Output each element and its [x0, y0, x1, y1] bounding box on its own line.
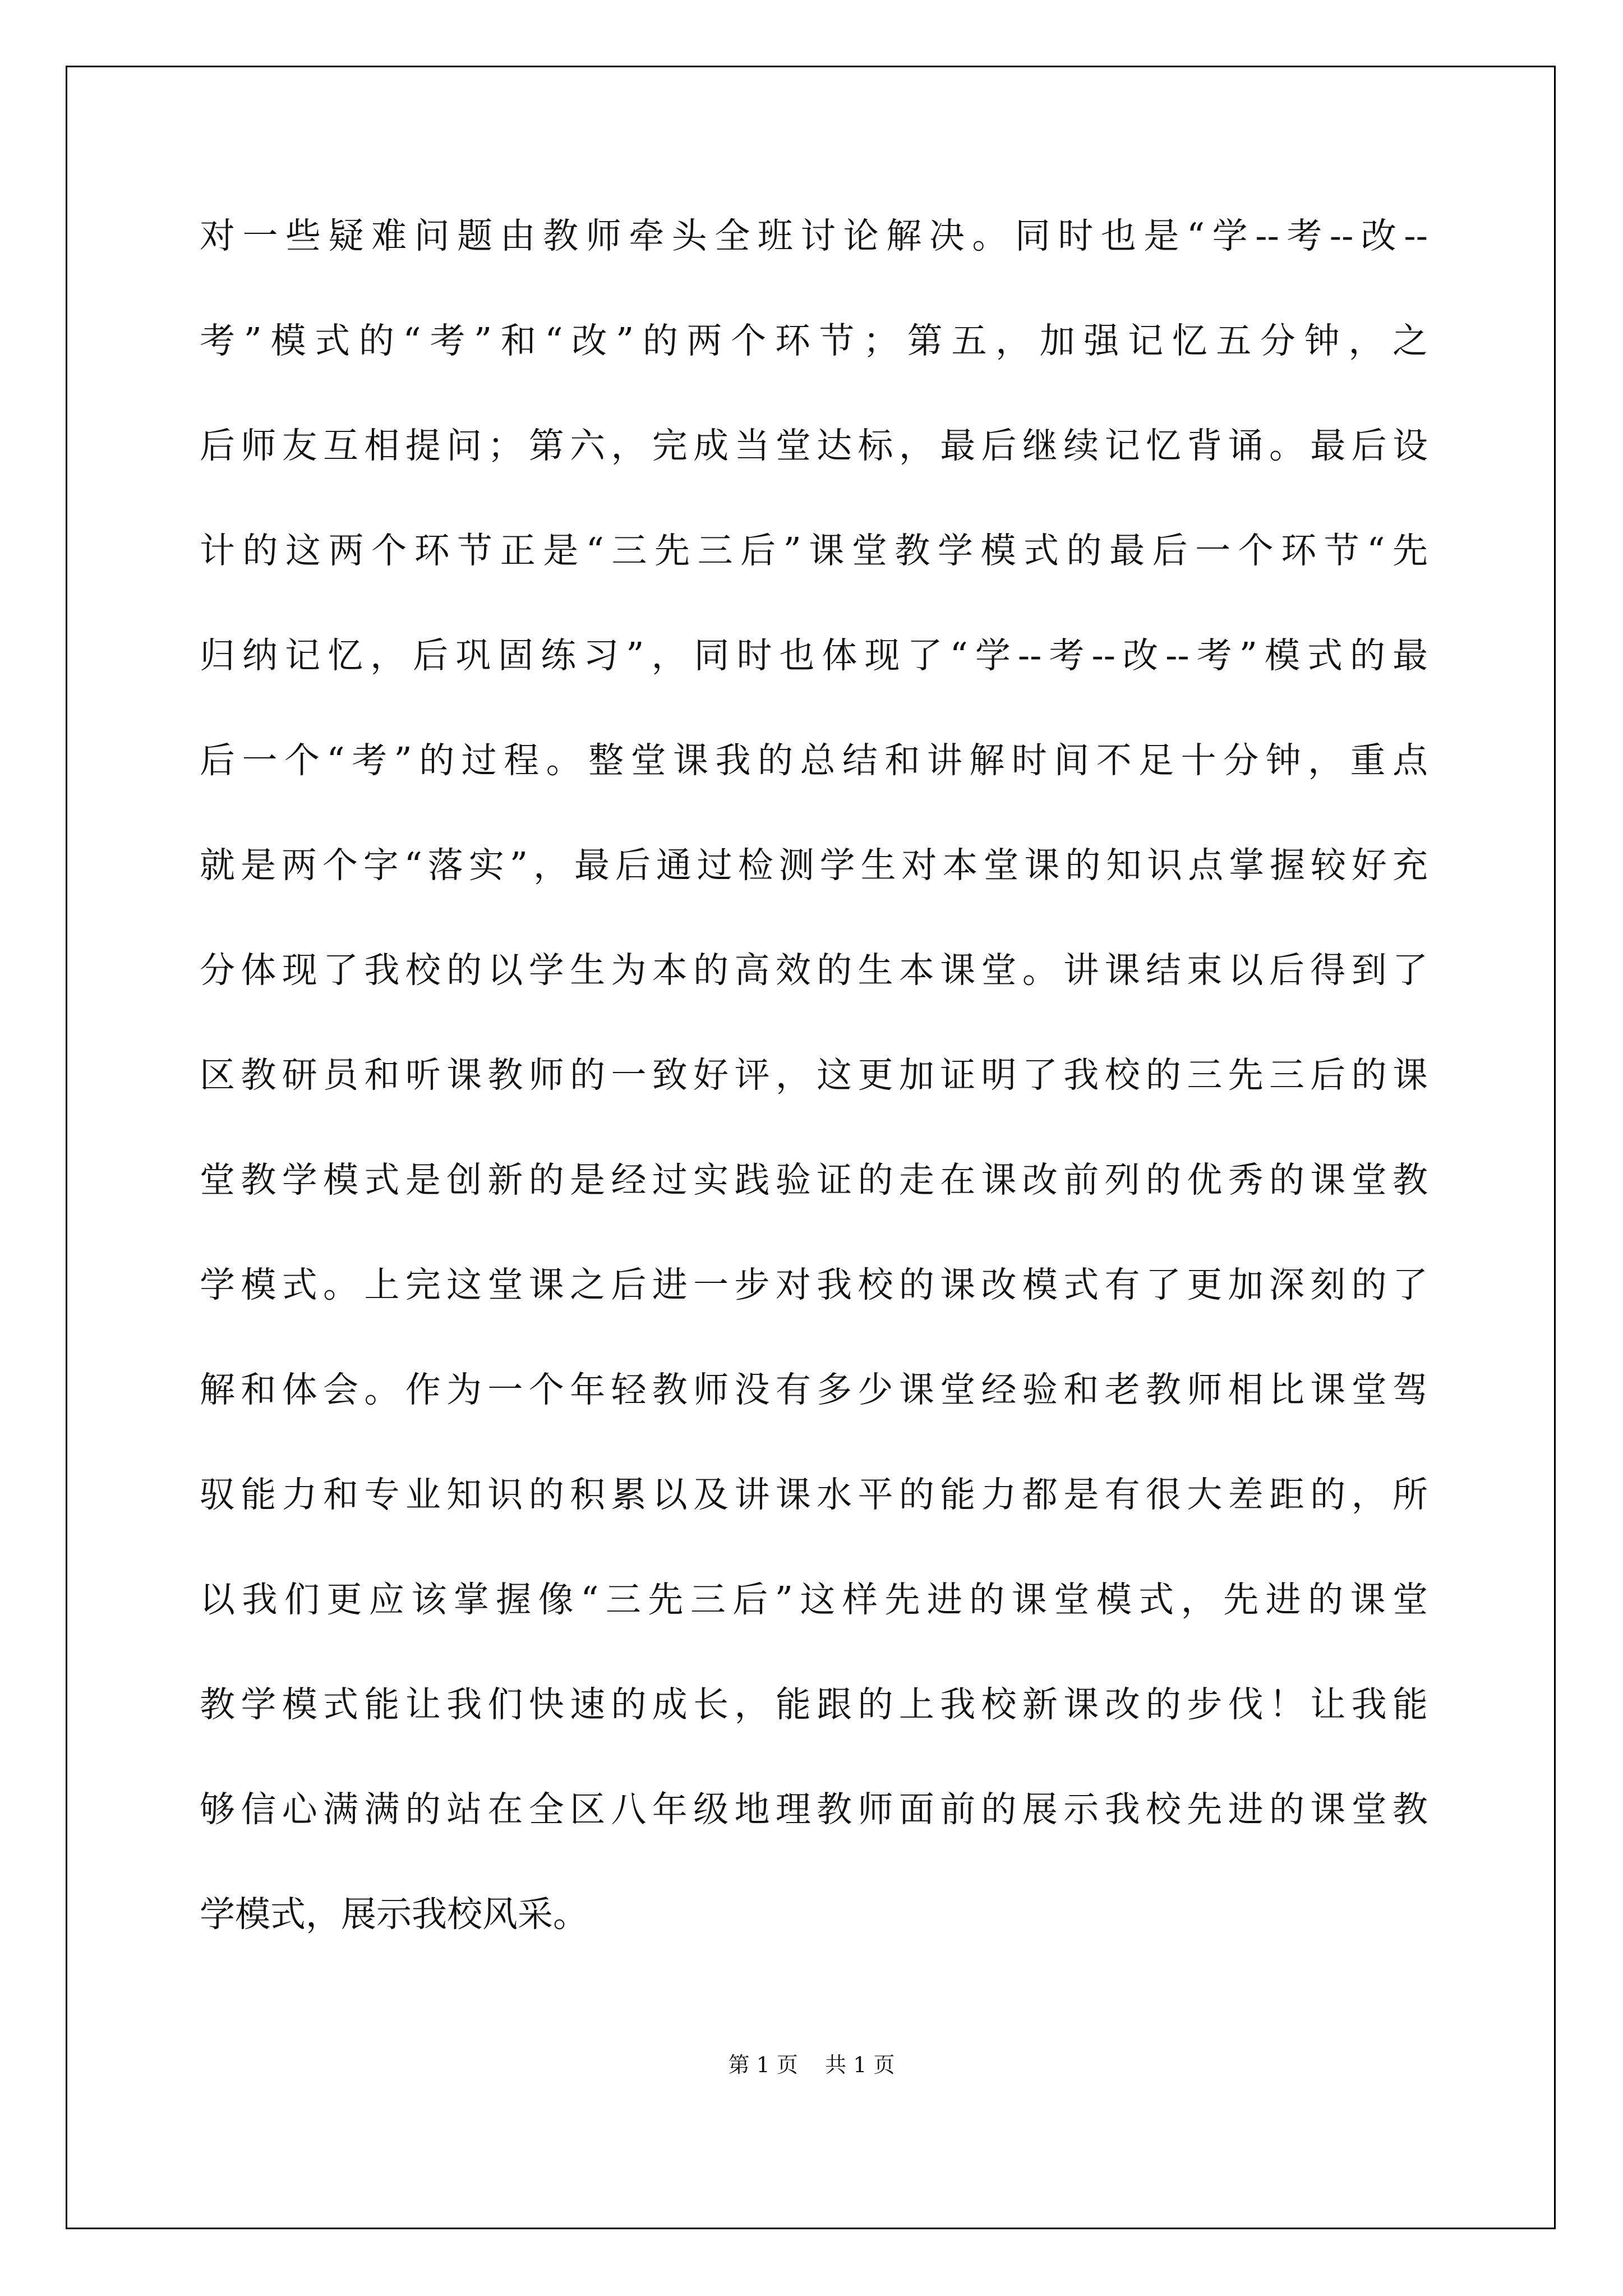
text-line: 分体现了我校的以学生为本的高效的生本课堂。讲课结束以后得到了 [200, 950, 1428, 991]
text-line: 够信心满满的站在全区八年级地理教师面前的展示我校先进的课堂教 [200, 1789, 1428, 1830]
text-line-last: 学模式，展示我校风采。 [200, 1894, 588, 1935]
text-line: 学模式。上完这堂课之后进一步对我校的课改模式有了更加深刻的了 [200, 1264, 1428, 1305]
body-text [200, 205, 1428, 1988]
text-line: 驭能力和专业知识的积累以及讲课水平的能力都是有很大差距的，所 [200, 1474, 1428, 1515]
text-line: 归纳记忆，后巩固练习”，同时也体现了“学--考--改--考”模式的最 [200, 635, 1428, 676]
text-line: 就是两个字“落实”，最后通过检测学生对本堂课的知识点掌握较好充 [200, 845, 1428, 886]
text-line: 解和体会。作为一个年轻教师没有多少课堂经验和老教师相比课堂驾 [200, 1369, 1428, 1410]
text-line: 堂教学模式是创新的是经过实践验证的走在课改前列的优秀的课堂教 [200, 1159, 1428, 1200]
text-line: 对一些疑难问题由教师牵头全班讨论解决。同时也是“学--考--改-- [200, 215, 1428, 256]
text-line: 考”模式的“考”和“改”的两个环节；第五，加强记忆五分钟，之 [200, 320, 1428, 361]
page-number-footer: 第 1 页 共 1 页 [728, 2053, 895, 2077]
text-line: 区教研员和听课教师的一致好评，这更加证明了我校的三先三后的课 [200, 1055, 1428, 1096]
text-line: 以我们更应该掌握像“三先三后”这样先进的课堂模式，先进的课堂 [200, 1579, 1428, 1620]
text-line: 后一个“考”的过程。整堂课我的总结和讲解时间不足十分钟，重点 [200, 740, 1428, 781]
text-line: 计的这两个环节正是“三先三后”课堂教学模式的最后一个环节“先 [200, 530, 1428, 571]
text-line: 教学模式能让我们快速的成长，能跟的上我校新课改的步伐！让我能 [200, 1684, 1428, 1725]
text-line: 后师友互相提问；第六，完成当堂达标，最后继续记忆背诵。最后设 [200, 425, 1428, 466]
